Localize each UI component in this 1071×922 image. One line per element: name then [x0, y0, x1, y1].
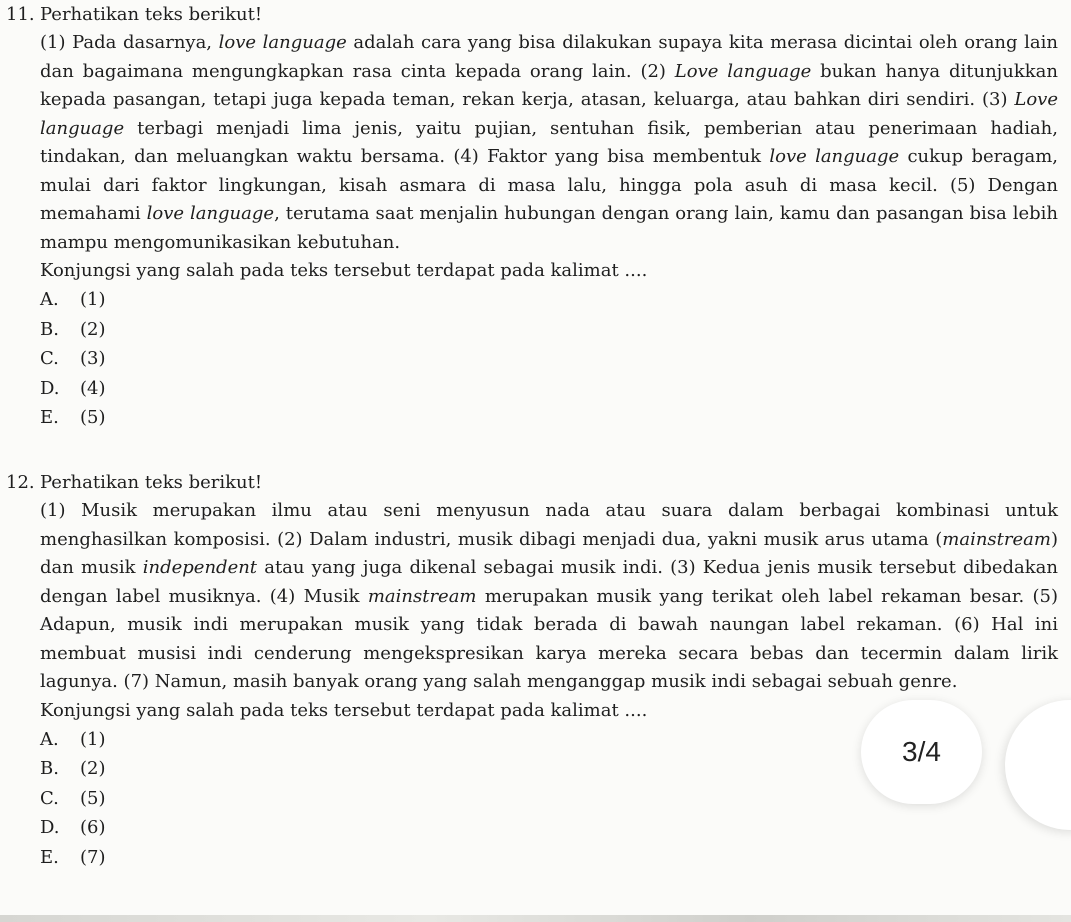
option-letter: D. [40, 817, 60, 838]
option-letter: B. [40, 318, 59, 340]
question-prompt: Konjungsi yang salah pada teks tersebut terdapat pada kalimat .... [40, 260, 648, 281]
question-heading [6, 2, 1058, 28]
passage-term-italic: love language [146, 203, 275, 224]
passage-term-italic: love language [218, 32, 347, 53]
passage-text: , terutama saat menjalin hubungan dengan orang lain, kamu dan pasangan bisa lebih mampu mengomunikasikan kebutuhan. [40, 203, 1058, 253]
answer-option[interactable] [40, 843, 1058, 873]
option-letter: C. [40, 787, 59, 809]
passage-term-italic: Love language [674, 60, 812, 82]
option-text: (3) [80, 348, 106, 369]
answer-option[interactable] [40, 344, 1058, 374]
option-letter: A. [40, 289, 59, 310]
answer-option[interactable] [40, 374, 1058, 404]
passage-text: merupakan musik yang terikat oleh label rekaman besar. (5) Adapun, musik indi merupakan musik yang tidak berada di bawah naungan label rekaman. (6) Hal ini membuat musisi indi cenderung mengekspresikan karya mereka secara bebas dan tecermin dalam lirik lagunya. (7) Namun, masih banyak orang yang salah menganggap musik indi sebagai sebuah genre. [40, 585, 1059, 692]
question-passage [40, 29, 1058, 257]
option-text: (5) [80, 787, 106, 809]
option-text: (4) [80, 377, 106, 399]
passage-text: (1) Pada dasarnya, [40, 32, 219, 53]
option-text: (5) [80, 407, 106, 428]
option-text: (1) [80, 728, 106, 750]
answer-option[interactable] [40, 403, 1058, 433]
option-letter: E. [40, 846, 59, 868]
question-instruction: Perhatikan teks berikut! [40, 4, 263, 25]
question-heading [6, 470, 1058, 496]
passage-text: adalah cara yang bisa dilakukan supaya kita merasa dicintai oleh orang lain dan bagaimana mengungkapkan rasa cinta kepada orang lain. (2) [40, 32, 1058, 82]
passage-text: ) dan musik [40, 528, 1058, 578]
option-letter: B. [40, 758, 59, 779]
page-indicator: 3/4 [861, 700, 982, 804]
option-text: (2) [80, 318, 106, 340]
passage-text: terbagi menjadi lima jenis, yaitu pujian, sentuhan fisik, pemberian atau penerimaan hadiah, tindakan, dan meluangkan waktu bersama. (4) Faktor yang bisa membentuk [40, 117, 1058, 167]
passage-term-italic: mainstream [942, 528, 1051, 550]
option-text: (2) [80, 758, 106, 779]
answer-option[interactable] [40, 315, 1058, 345]
question-11 [6, 2, 1058, 433]
passage-text: atau yang juga dikenal sebagai musik indi. (3) Kedua jenis musik tersebut dibedakan dengan label musiknya. (4) Musik [40, 557, 1058, 607]
bottom-edge [0, 915, 1071, 922]
question-number: 12. [6, 472, 35, 493]
answer-options [40, 285, 1058, 433]
passage-term-italic: independent [142, 557, 258, 578]
option-letter: A. [40, 728, 59, 750]
option-text: (6) [80, 817, 106, 838]
passage-text: (1) Musik merupakan ilmu atau seni menyusun nada atau suara dalam berbagai kombinasi untuk menghasilkan komposisi. (2) Dalam industri, musik dibagi menjadi dua, yakni musik arus utama ( [40, 500, 1058, 550]
option-letter: E. [40, 407, 59, 428]
passage-text: cukup beragam, mulai dari faktor lingkungan, kisah asmara di masa lalu, hingga pola asuh di masa kecil. (5) Dengan memahami [40, 146, 1058, 224]
passage-term-italic: mainstream [367, 585, 477, 607]
option-text: (7) [80, 846, 106, 868]
question-passage [40, 497, 1058, 697]
question-number: 11. [6, 4, 35, 25]
question-instruction: Perhatikan teks berikut! [40, 472, 263, 493]
passage-term-italic: love language [769, 146, 900, 167]
passage-term-italic: Love language [40, 89, 1058, 139]
option-letter: C. [40, 348, 59, 369]
answer-option[interactable] [40, 285, 1058, 315]
option-text: (1) [80, 289, 106, 310]
passage-text: bukan hanya ditunjukkan kepada pasangan, tetapi juga kepada teman, rekan kerja, atasan, keluarga, atau bahkan diri sendiri. (3) [40, 60, 1058, 110]
answer-option[interactable] [40, 813, 1058, 843]
option-letter: D. [40, 377, 60, 399]
question-prompt: Konjungsi yang salah pada teks tersebut terdapat pada kalimat .... [40, 699, 648, 721]
question-12 [6, 470, 1058, 872]
